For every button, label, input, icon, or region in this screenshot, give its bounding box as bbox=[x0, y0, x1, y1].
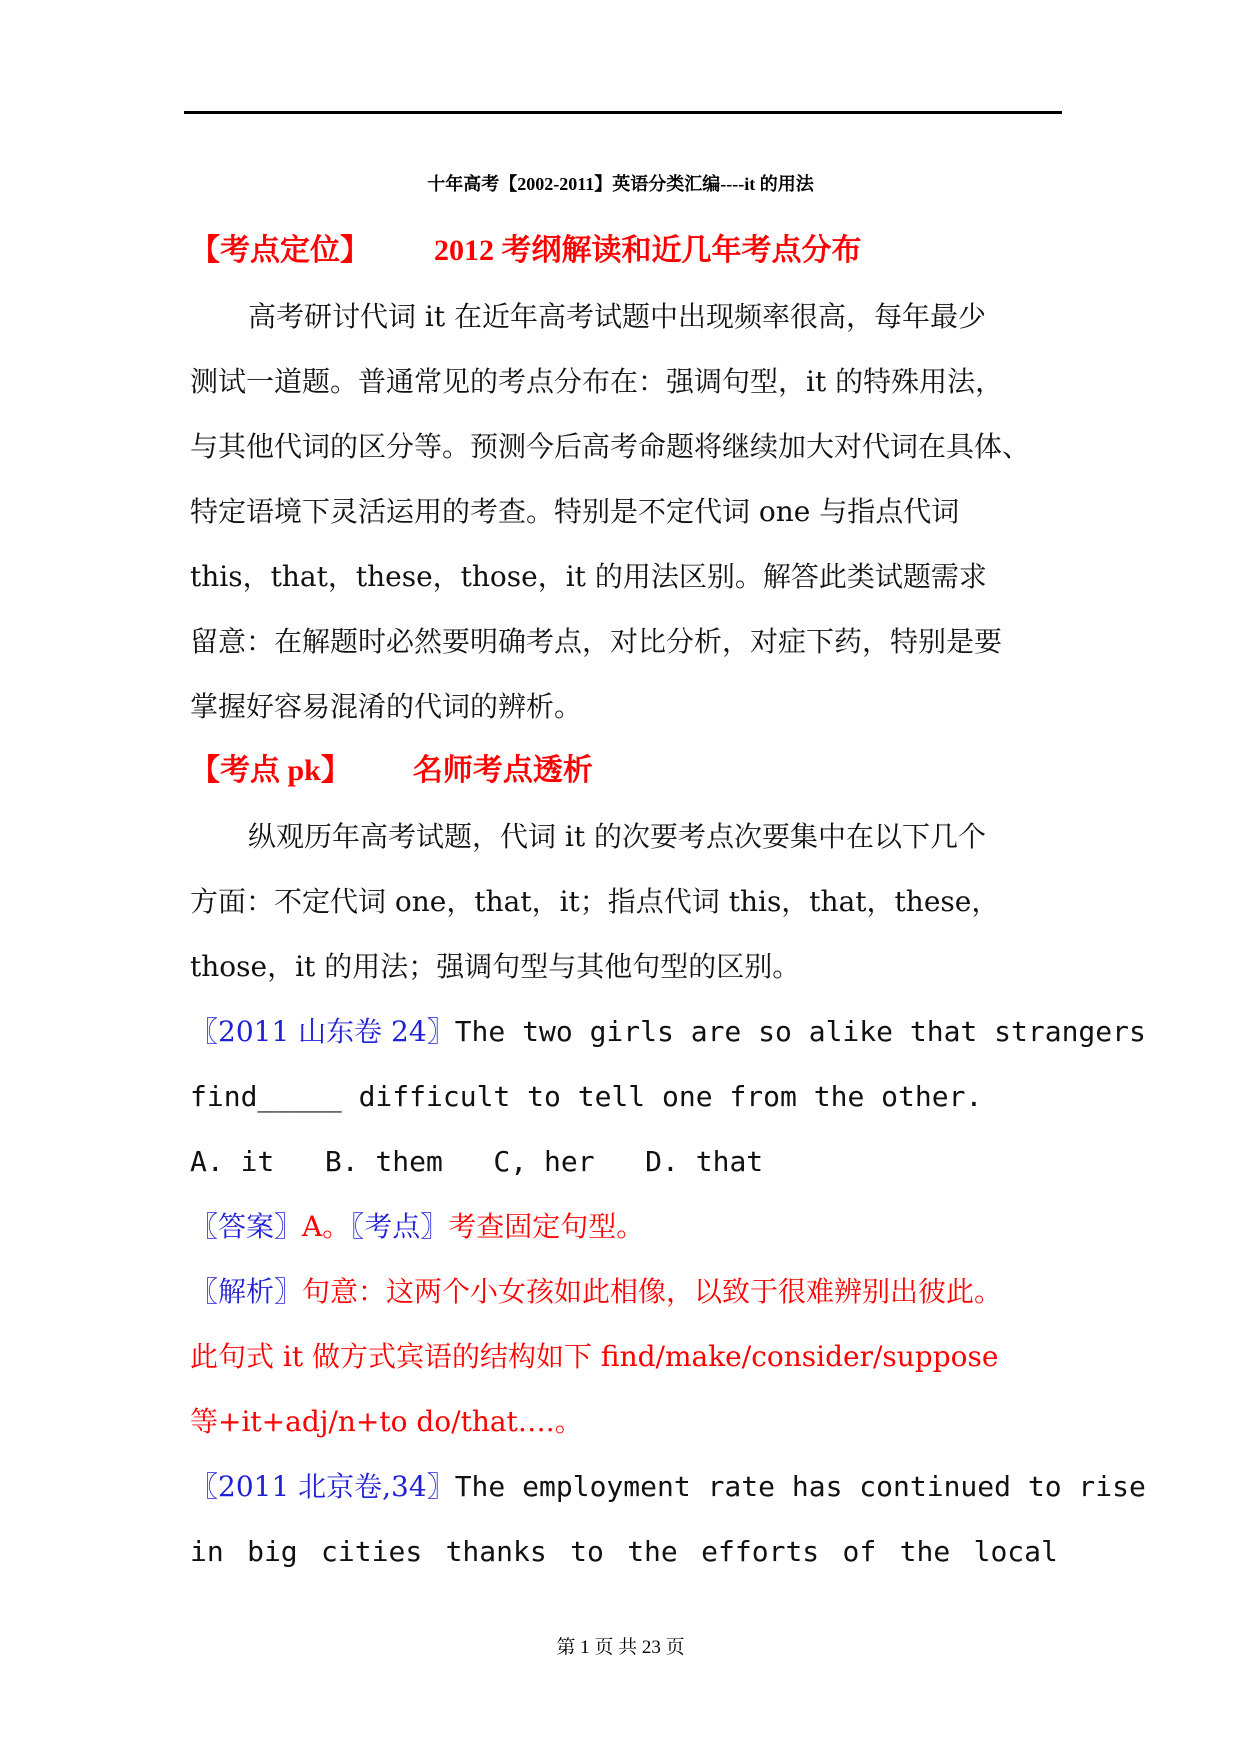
section-heading-1 bbox=[190, 226, 1070, 291]
paragraph-line: 纵观历年高考试题，代词 it 的次要考点次要集中在以下几个 bbox=[248, 820, 987, 853]
answer-text: A。 bbox=[302, 1210, 351, 1243]
question-1 bbox=[190, 1006, 1146, 1461]
analysis-text: 句意：这两个小女孩如此相像，以致于很难辨别出彼此。 bbox=[302, 1275, 1003, 1308]
word: local bbox=[973, 1535, 1058, 1568]
word: the bbox=[899, 1535, 951, 1568]
section-title: 名师考点透析 bbox=[412, 754, 593, 787]
word: efforts bbox=[701, 1535, 820, 1568]
paragraph-line: those，it 的用法；强调句型与其他句型的区别。 bbox=[190, 950, 801, 983]
word: the bbox=[627, 1535, 678, 1568]
word: to bbox=[570, 1535, 604, 1568]
paragraph-line: 与其他代词的区分等。预测今后高考命题将继续加大对代词在具体、 bbox=[190, 430, 1031, 463]
document-title: 十年高考【2002-2011】英语分类汇编----it 的用法 bbox=[427, 174, 814, 194]
question-options: A. it B. them C, her D. that bbox=[190, 1145, 764, 1178]
page-footer: 第 1 页 共 23 页 bbox=[556, 1637, 685, 1658]
question-line bbox=[190, 1006, 1146, 1071]
question-2 bbox=[190, 1461, 1146, 1591]
question-text: The employment rate has continued to rise bbox=[454, 1470, 1146, 1503]
paragraph-overview bbox=[190, 811, 1070, 1006]
paragraph-line: 留意：在解题时必然要明确考点，对比分析，对症下药，特别是要 bbox=[190, 625, 1003, 658]
paragraph-line: 测试一道题。普通常见的考点分布在：强调句型，it 的特殊用法， bbox=[190, 365, 1004, 398]
page-content bbox=[190, 226, 1146, 1591]
analysis-line bbox=[190, 1266, 1070, 1331]
analysis-tag: 〖解析〗 bbox=[190, 1275, 303, 1308]
section-tag: 【考点定位】 bbox=[190, 234, 370, 267]
header-rule bbox=[184, 111, 1062, 114]
word: thanks bbox=[445, 1535, 547, 1568]
question-text: The two girls are so alike that strangers bbox=[454, 1015, 1146, 1048]
paragraph-intro bbox=[190, 291, 1070, 746]
analysis-line: 等+it+adj/n+to do/that….。 bbox=[190, 1405, 583, 1438]
section-title: 2012 考纲解读和近几年考点分布 bbox=[434, 234, 862, 267]
section-tag: 【考点 pk】 bbox=[190, 754, 351, 787]
question-line bbox=[190, 1526, 1058, 1591]
word: big bbox=[247, 1535, 298, 1568]
question-source: 〖2011 北京卷,34〗 bbox=[190, 1470, 455, 1503]
paragraph-line: 特定语境下灵活运用的考查。特别是不定代词 one 与指点代词 bbox=[190, 495, 960, 528]
paragraph-line: 掌握好容易混淆的代词的辨析。 bbox=[190, 690, 583, 723]
point-text: 考查固定句型。 bbox=[448, 1210, 645, 1243]
paragraph-line: this，that，these，those，it 的用法区别。解答此类试题需求 bbox=[190, 560, 987, 593]
point-tag: 〖考点〗 bbox=[350, 1210, 449, 1243]
question-source: 〖2011 山东卷 24〗 bbox=[190, 1015, 455, 1048]
word: in bbox=[190, 1535, 224, 1568]
answer-tag: 〖答案〗 bbox=[190, 1210, 303, 1243]
analysis-line: 此句式 it 做方式宾语的结构如下 find/make/consider/suppose bbox=[190, 1340, 999, 1373]
word: of bbox=[842, 1535, 877, 1568]
question-line bbox=[190, 1461, 1146, 1526]
paragraph-line: 方面：不定代词 one，that，it；指点代词 this，that，these， bbox=[190, 885, 1000, 918]
question-line: find_____ difficult to tell one from the other. bbox=[190, 1080, 983, 1113]
word: cities bbox=[321, 1535, 423, 1568]
paragraph-line: 高考研讨代词 it 在近年高考试题中出现频率很高，每年最少 bbox=[248, 300, 987, 333]
answer-line bbox=[190, 1201, 1070, 1266]
section-heading-2 bbox=[190, 746, 1070, 811]
